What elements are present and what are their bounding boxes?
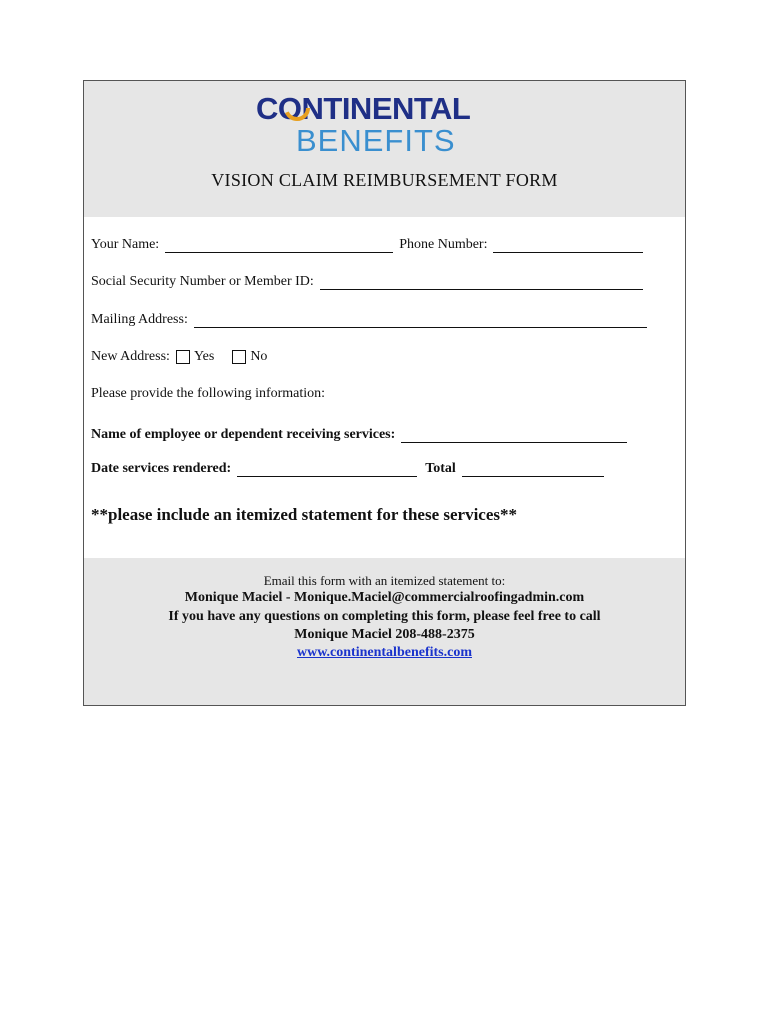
phone-field[interactable] (493, 238, 643, 253)
yes-label: Yes (193, 349, 215, 364)
continental-benefits-logo (254, 91, 514, 153)
questions-line: If you have any questions on completing this form, please feel free to call (168, 609, 601, 624)
claim-form (83, 80, 686, 706)
mailing-field[interactable] (194, 313, 647, 328)
contact-line: Monique Maciel - Monique.Maciel@commercialroofingadmin.com (184, 590, 585, 605)
your-name-field[interactable] (165, 238, 393, 253)
name-phone-row (91, 237, 643, 253)
form-header (84, 81, 685, 217)
your-name-label: Your Name: (91, 237, 160, 252)
form-title: VISION CLAIM REIMBURSEMENT FORM (211, 170, 558, 190)
phone-line: Monique Maciel 208-488-2375 (294, 627, 475, 642)
ssn-row (91, 274, 643, 290)
no-checkbox[interactable] (232, 350, 246, 364)
website-link[interactable]: www.continentalbenefits.com (297, 645, 472, 660)
total-field[interactable] (462, 462, 604, 477)
provide-info-row (91, 386, 325, 402)
new-address-label: New Address: (91, 349, 170, 364)
total-label: Total (425, 461, 456, 476)
employee-field[interactable] (401, 428, 627, 443)
phone-label: Phone Number: (399, 237, 488, 252)
mailing-label: Mailing Address: (91, 312, 188, 327)
employee-label: Name of employee or dependent receiving services: (91, 427, 396, 442)
logo-word-continental: CONTINENTAL (256, 91, 471, 126)
provide-info-text: Please provide the following information: (91, 386, 326, 401)
ssn-field[interactable] (320, 275, 643, 290)
date-label: Date services rendered: (91, 461, 232, 476)
yes-checkbox[interactable] (176, 350, 190, 364)
no-label: No (250, 349, 268, 364)
mailing-row (91, 312, 647, 328)
form-footer (84, 558, 685, 705)
date-field[interactable] (237, 462, 417, 477)
date-total-row (91, 461, 604, 477)
employee-row (91, 427, 627, 443)
email-intro: Email this form with an itemized statement to: (263, 573, 506, 588)
new-address-row (91, 349, 267, 365)
ssn-label: Social Security Number or Member ID: (91, 274, 314, 289)
itemized-notice: **please include an itemized statement for these services** (91, 505, 518, 524)
logo-word-benefits: BENEFITS (296, 123, 456, 153)
